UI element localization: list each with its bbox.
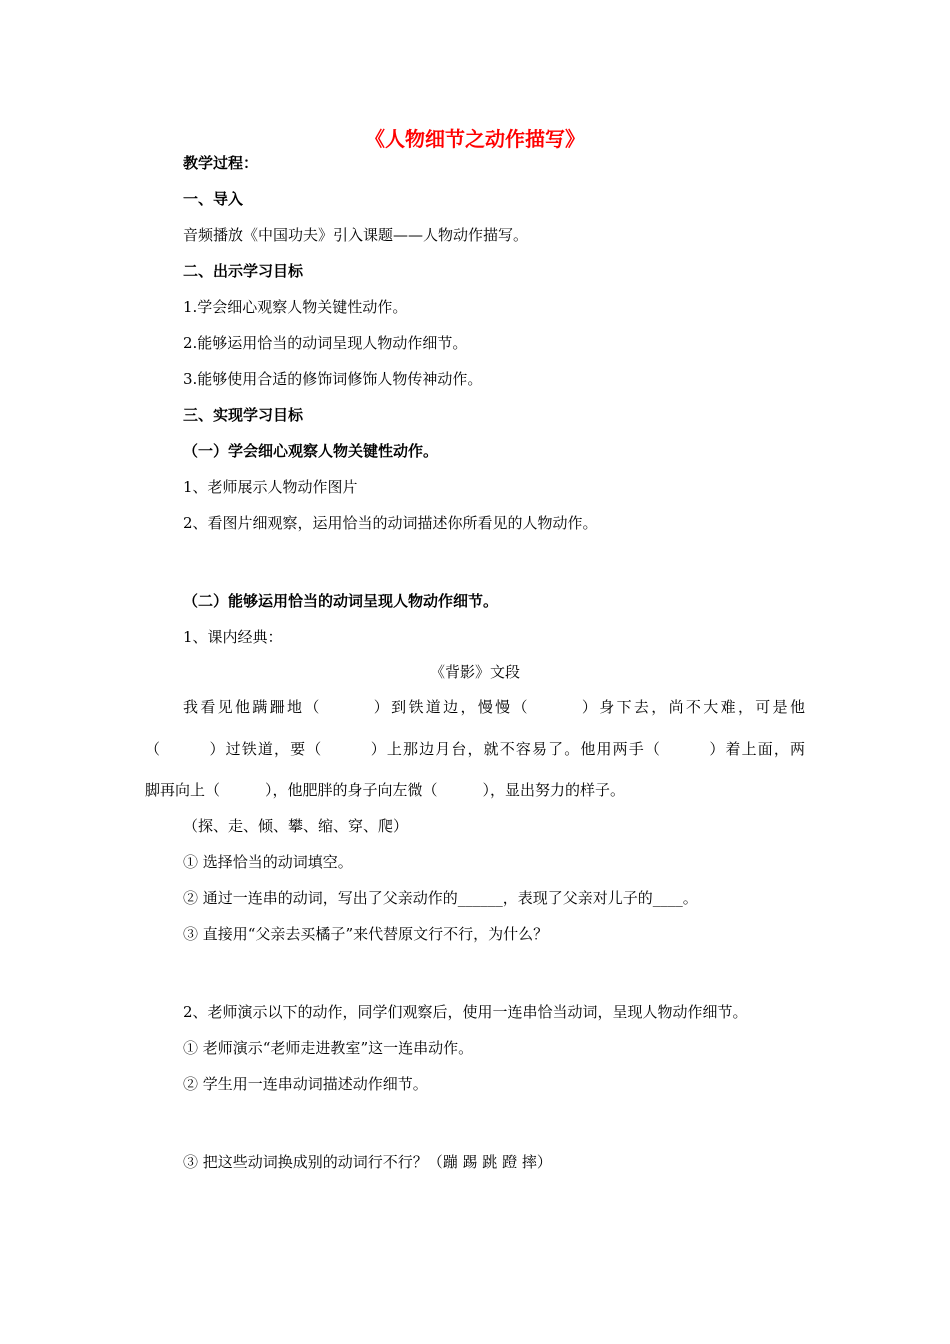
passage-title: 《背影》文段 bbox=[429, 663, 520, 681]
intro-text: 音频播放《中国功夫》引入课题——人物动作描写。 bbox=[183, 226, 529, 244]
question-3: ③ 直接用“父亲去买橘子”来代替原文行不行，为什么？ bbox=[183, 925, 549, 943]
subheading-verbs: （二）能够运用恰当的动词呈现人物动作细节。 bbox=[183, 592, 499, 610]
step-describe-pictures: 2、看图片细观察，运用恰当的动词描述你所看见的人物动作。 bbox=[183, 514, 598, 532]
activity-step-3: ③ 把这些动词换成别的动词行不行？（蹦 踢 跳 蹬 摔） bbox=[183, 1153, 552, 1171]
document-title: 《人物细节之动作描写》 bbox=[365, 127, 585, 151]
classic-text-label: 1、课内经典： bbox=[183, 628, 283, 646]
activity-teacher-demo: 2、老师演示以下的动作，同学们观察后，使用一连串恰当动词，呈现人物动作细节。 bbox=[183, 1003, 748, 1021]
heading-introduction: 一、导入 bbox=[183, 190, 244, 208]
question-2: ② 通过一连串的动词，写出了父亲动作的______，表现了父亲对儿子的____。 bbox=[183, 889, 698, 907]
heading-achieve-objectives: 三、实现学习目标 bbox=[183, 406, 304, 424]
step-show-pictures: 1、老师展示人物动作图片 bbox=[183, 478, 358, 496]
section-teaching-process: 教学过程： bbox=[183, 154, 259, 172]
objective-3: 3.能够使用合适的修饰词修饰人物传神动作。 bbox=[183, 370, 483, 388]
activity-step-2: ② 学生用一连串动词描述动作细节。 bbox=[183, 1075, 428, 1093]
passage-line-2: （ ）过铁道，要（ ）上那边月台，就不容易了。他用两手（ ）着上面，两 bbox=[145, 740, 805, 758]
heading-objectives: 二、出示学习目标 bbox=[183, 262, 304, 280]
objective-1: 1.学会细心观察人物关键性动作。 bbox=[183, 298, 408, 316]
passage-line-1: 我看见他蹒跚地（ ）到铁道边，慢慢（ ）身下去，尚不大难，可是他 bbox=[183, 698, 805, 716]
passage-line-3: 脚再向上（ ），他肥胖的身子向左微（ ），显出努力的样子。 bbox=[145, 781, 626, 799]
subheading-observe: （一）学会细心观察人物关键性动作。 bbox=[183, 442, 439, 460]
verb-choices: （探、走、倾、攀、缩、穿、爬） bbox=[183, 817, 409, 835]
question-1: ① 选择恰当的动词填空。 bbox=[183, 853, 353, 871]
activity-step-1: ① 老师演示“老师走进教室”这一连串动作。 bbox=[183, 1039, 474, 1057]
objective-2: 2.能够运用恰当的动词呈现人物动作细节。 bbox=[183, 334, 468, 352]
